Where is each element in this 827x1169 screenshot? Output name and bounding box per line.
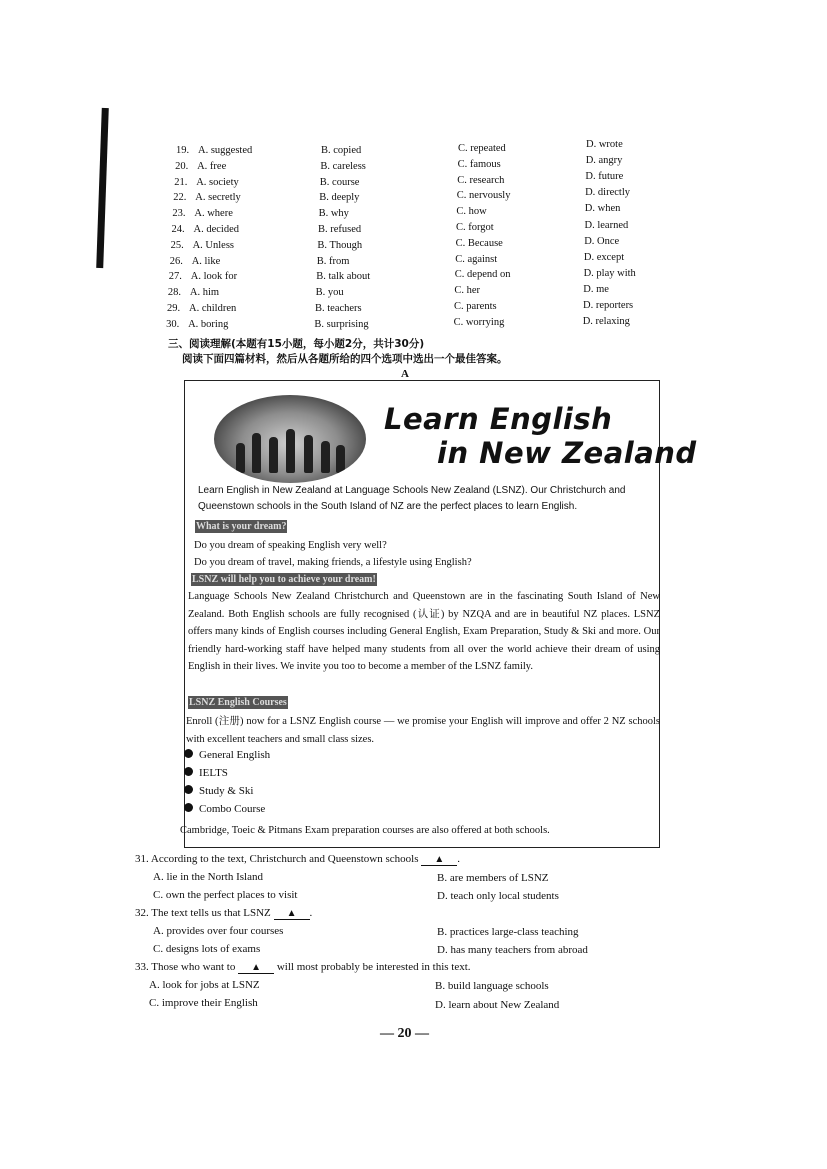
option-c: C. designs lots of exams: [153, 943, 261, 955]
option-d: D. me: [583, 283, 609, 295]
question-number: 25.: [170, 239, 184, 251]
option-d: D. reporters: [583, 300, 634, 311]
option-b: B. Though: [317, 239, 363, 251]
scan-edge-mark: [96, 108, 109, 268]
question-number: 27.: [168, 271, 182, 283]
option-b: B. careless: [320, 160, 366, 172]
question-number: 21.: [174, 176, 188, 188]
option-d: D. except: [583, 251, 625, 263]
question-number: 29.: [167, 303, 181, 314]
option-c: C. forgot: [456, 222, 494, 233]
option-b: B. from: [316, 255, 350, 267]
option-a: A. look for jobs at LSNZ: [149, 979, 260, 991]
option-d: D. learned: [584, 219, 629, 231]
ad-headline-line1: Learn English: [384, 402, 613, 436]
label-dream: What is your dream?: [196, 521, 287, 532]
option-a: A. children: [189, 303, 237, 314]
option-c: C. research: [457, 174, 505, 186]
option-d: D. Once: [584, 235, 620, 247]
option-b: B. teachers: [315, 303, 362, 314]
answer-blank: ▲: [238, 962, 274, 974]
option-c: C. Because: [455, 237, 503, 249]
option-d: D. learn about New Zealand: [435, 999, 560, 1011]
answer-blank: ▲: [421, 854, 457, 866]
bullet-icon: [184, 749, 193, 758]
option-a: A. lie in the North Island: [153, 871, 263, 883]
bullet-icon: [184, 803, 193, 812]
section-instruction: 阅读下面四篇材料，然后从各题所给的四个选项中选出一个最佳答案。: [182, 353, 508, 365]
students-photo: [214, 395, 366, 483]
ad-intro: Learn English in New Zealand at Language Schools New Zealand (LSNZ). Our Christchurch and Queenstown schools in the South Island of NZ are the perfect places to learn English.: [198, 485, 626, 512]
page-number: — 20 —: [380, 1026, 429, 1041]
option-c: C. parents: [454, 301, 497, 312]
option-c: C. nervously: [456, 190, 511, 202]
option-b: B. copied: [321, 145, 362, 156]
label-courses: LSNZ English Courses: [189, 697, 287, 708]
question-number: 28.: [167, 287, 182, 299]
question-stem: 31. According to the text, Christchurch and Queenstown schools ▲ .: [135, 853, 461, 865]
option-a: A. decided: [193, 224, 239, 235]
option-c: C. worrying: [453, 316, 505, 328]
ad-footer: Cambridge, Toeic & Pitmans Exam preparation courses are also offered at both schools.: [180, 825, 550, 836]
ad-headline-line2: in New Zealand: [437, 436, 697, 470]
question-number: 23.: [172, 208, 186, 220]
option-b: B. you: [315, 287, 344, 299]
course-item: IELTS: [184, 767, 228, 779]
option-a: A. suggested: [198, 145, 253, 156]
courses-paragraph: Enroll (注册) now for a LSNZ English course — we promise your English will improve and offer 2 NZ schools with excellent teachers and small class sizes.: [186, 716, 660, 745]
label-help: LSNZ will help you to achieve your dream!: [192, 574, 376, 585]
option-b: B. refused: [318, 224, 362, 235]
passage-letter: A: [401, 368, 409, 380]
option-a: A. free: [197, 160, 227, 172]
dream-question-1: Do you dream of speaking English very well?: [194, 540, 387, 551]
bullet-icon: [184, 767, 193, 776]
section-heading: 三、阅读理解(本题有15小题，每小题2分，共计30分): [168, 338, 425, 350]
option-c: C. famous: [457, 158, 501, 170]
answer-blank: ▲: [274, 908, 310, 920]
option-d: D. future: [585, 171, 624, 183]
course-item: Combo Course: [184, 803, 265, 815]
option-d: D. has many teachers from abroad: [437, 944, 588, 956]
option-a: A. provides over four courses: [153, 925, 284, 937]
option-d: D. relaxing: [582, 316, 630, 328]
option-c: C. depend on: [454, 269, 511, 281]
option-d: D. play with: [583, 267, 636, 279]
option-b: B. course: [319, 176, 360, 188]
option-d: D. teach only local students: [437, 890, 559, 902]
option-b: B. talk about: [316, 271, 371, 283]
option-a: A. like: [191, 255, 221, 267]
option-c: C. how: [456, 206, 487, 218]
bullet-icon: [184, 785, 193, 794]
question-number: 26.: [169, 255, 183, 267]
option-a: A. where: [194, 208, 233, 220]
option-c: C. her: [454, 285, 481, 297]
option-b: B. practices large-class teaching: [437, 926, 579, 938]
option-c: C. repeated: [458, 143, 506, 154]
question-stem: 32. The text tells us that LSNZ ▲ .: [135, 907, 313, 919]
option-b: B. surprising: [314, 318, 369, 330]
question-number: 19.: [176, 145, 190, 156]
option-d: D. when: [584, 203, 621, 215]
option-a: A. him: [189, 287, 220, 299]
question-number: 24.: [171, 224, 185, 235]
option-b: B. build language schools: [435, 980, 549, 992]
option-a: A. Unless: [192, 239, 235, 251]
question-stem: 33. Those who want to ▲ will most probably be interested in this text.: [135, 961, 471, 973]
option-a: A. society: [196, 176, 239, 188]
option-c: C. improve their English: [149, 997, 258, 1009]
option-c: C. against: [455, 253, 498, 265]
option-d: D. directly: [585, 187, 630, 199]
option-d: D. angry: [585, 155, 623, 167]
option-c: C. own the perfect places to visit: [153, 889, 298, 901]
help-paragraph: Language Schools New Zealand Christchurch and Queenstown are in the fascinating South Island of New Zealand. Both English schools are fully recognised (认证) by NZQA and are in beautiful NZ places. LSNZ offers many kinds of English courses including General English, Exam Preparation, Study & Ski and more. Our friendly hard-working staff have helped many students from all over the world achieve their dream of using English in their lives. We invite you too to become a member of the LSNZ family.: [188, 591, 660, 673]
option-b: B. are members of LSNZ: [437, 872, 549, 884]
dream-question-2: Do you dream of travel, making friends, a lifestyle using English?: [194, 557, 472, 568]
question-number: 22.: [173, 192, 187, 204]
question-number: 20.: [175, 160, 189, 172]
question-number: 30.: [166, 318, 180, 330]
option-a: A. secretly: [195, 192, 241, 204]
option-b: B. deeply: [319, 192, 360, 204]
option-d: D. wrote: [586, 139, 623, 150]
option-a: A. look for: [190, 271, 238, 283]
option-b: B. why: [318, 208, 349, 220]
course-item: General English: [184, 749, 270, 761]
option-a: A. boring: [188, 318, 229, 330]
course-item: Study & Ski: [184, 785, 253, 797]
